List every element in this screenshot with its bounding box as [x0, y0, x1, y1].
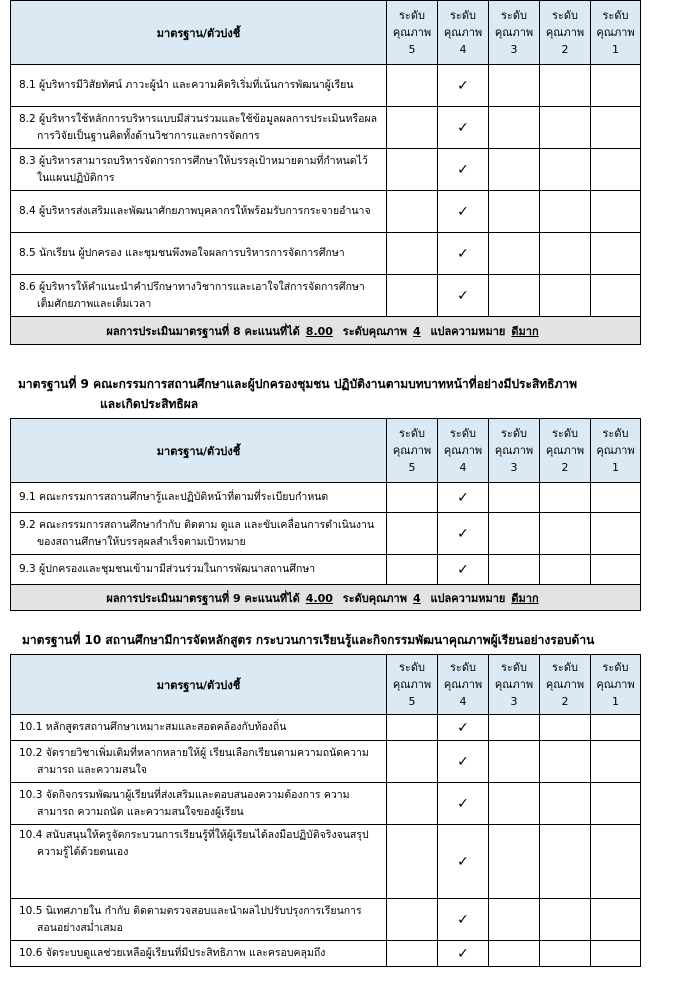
level-4-cell [438, 149, 489, 191]
standard-9-table [10, 418, 641, 611]
level-5-cell [387, 899, 438, 941]
level-3-cell [489, 233, 540, 275]
level-5-cell [387, 65, 438, 107]
level-4-cell [438, 107, 489, 149]
level-3-cell [489, 941, 540, 967]
level-4-cell [438, 555, 489, 585]
level-2-cell [540, 783, 591, 825]
level-3-header: ระดับ คุณภาพ 3 [489, 419, 540, 483]
level-5-header: ระดับ คุณภาพ 5 [387, 655, 438, 715]
level-2-header: ระดับ คุณภาพ 2 [540, 655, 591, 715]
indicator-text: 10.6 จัดระบบดูแลช่วยเหลือผู้เรียนที่มีประสิทธิภาพ และครอบคลุมถึง [11, 941, 387, 967]
indicator-row [11, 149, 641, 191]
level-5-cell [387, 191, 438, 233]
indicator-text: 9.3 ผู้ปกครองและชุมชนเข้ามามีส่วนร่วมในการพัฒนาสถานศึกษา [11, 555, 387, 585]
level-2-header: ระดับ คุณภาพ 2 [540, 419, 591, 483]
level-2-cell [540, 715, 591, 741]
level-1-header: ระดับ คุณภาพ 1 [591, 655, 641, 715]
level-2-cell [540, 513, 591, 555]
level-2-cell [540, 741, 591, 783]
level-2-cell [540, 825, 591, 899]
check-mark-icon: ✓ [457, 203, 469, 220]
check-mark-icon: ✓ [457, 753, 469, 770]
level-1-cell [591, 941, 641, 967]
standard-10-items [11, 715, 641, 967]
level-3-cell [489, 555, 540, 585]
level-3-cell [489, 783, 540, 825]
level-3-cell [489, 825, 540, 899]
indicator-row [11, 191, 641, 233]
level-4-header: ระดับ คุณภาพ 4 [438, 419, 489, 483]
level-4-header: ระดับ คุณภาพ 4 [438, 1, 489, 65]
level-2-cell [540, 275, 591, 317]
level-4-cell [438, 65, 489, 107]
level-3-cell [489, 483, 540, 513]
level-1-cell [591, 783, 641, 825]
level-3-cell [489, 715, 540, 741]
standard-10-table [10, 654, 641, 967]
level-2-cell [540, 107, 591, 149]
indicator-row [11, 899, 641, 941]
header-row [11, 655, 641, 715]
level-3-cell [489, 899, 540, 941]
level-3-cell [489, 107, 540, 149]
indicator-header: มาตรฐาน/ตัวบ่งชี้ [11, 1, 387, 65]
check-mark-icon: ✓ [457, 119, 469, 136]
check-mark-icon: ✓ [457, 161, 469, 178]
level-5-cell [387, 941, 438, 967]
level-2-cell [540, 233, 591, 275]
level-3-header: ระดับ คุณภาพ 3 [489, 655, 540, 715]
level-4-header: ระดับ คุณภาพ 4 [438, 655, 489, 715]
level-3-cell [489, 149, 540, 191]
level-1-cell [591, 715, 641, 741]
check-mark-icon: ✓ [457, 795, 469, 812]
level-5-cell [387, 825, 438, 899]
indicator-text: 8.6 ผู้บริหารให้คำแนะนำคำปรึกษาทางวิชาการและเอาใจใส่การจัดการศึกษาเต็มศักยภาพและเต็มเวลา [11, 275, 387, 317]
check-mark-icon: ✓ [457, 77, 469, 94]
level-1-cell [591, 107, 641, 149]
level-4-cell [438, 275, 489, 317]
indicator-row [11, 783, 641, 825]
indicator-text: 8.4 ผู้บริหารส่งเสริมและพัฒนาศักยภาพบุคลากรให้พร้อมรับการกระจายอำนาจ [11, 191, 387, 233]
level-1-cell [591, 899, 641, 941]
level-3-cell [489, 275, 540, 317]
standard-9-summary-row [11, 585, 641, 611]
indicator-row [11, 941, 641, 967]
level-1-header: ระดับ คุณภาพ 1 [591, 419, 641, 483]
standard-10-title: มาตรฐานที่ 10 สถานศึกษามีการจัดหลักสูตร กระบวนการเรียนรู้และกิจกรรมพัฒนาคุณภาพผู้เรียนอย่างรอบด้าน [22, 633, 595, 647]
header-row [11, 1, 641, 65]
level-5-cell [387, 555, 438, 585]
check-mark-icon: ✓ [457, 561, 469, 578]
check-mark-icon: ✓ [457, 287, 469, 304]
level-2-cell [540, 149, 591, 191]
level-3-header: ระดับ คุณภาพ 3 [489, 1, 540, 65]
indicator-header: มาตรฐาน/ตัวบ่งชี้ [11, 419, 387, 483]
level-5-cell [387, 783, 438, 825]
indicator-text: 9.2 คณะกรรมการสถานศึกษากำกับ ติดตาม ดูแล และขับเคลื่อนการดำเนินงานของสถานศึกษาให้บรรลุผลสำเร็จตามเป้าหมาย [11, 513, 387, 555]
level-4-cell [438, 941, 489, 967]
indicator-row [11, 741, 641, 783]
check-mark-icon: ✓ [457, 245, 469, 262]
indicator-text: 8.5 นักเรียน ผู้ปกครอง และชุมชนพึงพอใจผลการบริหารการจัดการศึกษา [11, 233, 387, 275]
level-5-header: ระดับ คุณภาพ 5 [387, 1, 438, 65]
level-3-cell [489, 65, 540, 107]
level-4-cell [438, 741, 489, 783]
level-5-cell [387, 715, 438, 741]
level-2-cell [540, 941, 591, 967]
header-row [11, 419, 641, 483]
indicator-text: 8.1 ผู้บริหารมีวิสัยทัศน์ ภาวะผู้นำ และความคิดริเริ่มที่เน้นการพัฒนาผู้เรียน [11, 65, 387, 107]
level-1-cell [591, 233, 641, 275]
standard-8-summary-row [11, 317, 641, 345]
level-4-cell [438, 825, 489, 899]
indicator-row [11, 513, 641, 555]
level-4-cell [438, 191, 489, 233]
indicator-row [11, 825, 641, 899]
indicator-row [11, 233, 641, 275]
level-4-cell [438, 483, 489, 513]
level-4-cell [438, 899, 489, 941]
level-2-cell [540, 483, 591, 513]
level-1-cell [591, 741, 641, 783]
standard-8-summary: ผลการประเมินมาตรฐานที่ 8 คะแนนที่ได้ 8.00 ระดับคุณภาพ 4 แปลความหมาย ดีมาก [11, 317, 641, 345]
indicator-text: 9.1 คณะกรรมการสถานศึกษารู้และปฏิบัติหน้าที่ตามที่ระเบียบกำหนด [11, 483, 387, 513]
indicator-row [11, 275, 641, 317]
level-3-cell [489, 741, 540, 783]
check-mark-icon: ✓ [457, 945, 469, 962]
level-4-cell [438, 513, 489, 555]
level-5-cell [387, 233, 438, 275]
level-1-cell [591, 513, 641, 555]
check-mark-icon: ✓ [457, 525, 469, 542]
level-1-cell [591, 275, 641, 317]
level-4-cell [438, 783, 489, 825]
check-mark-icon: ✓ [457, 853, 469, 870]
indicator-header: มาตรฐาน/ตัวบ่งชี้ [11, 655, 387, 715]
level-5-cell [387, 107, 438, 149]
indicator-row [11, 483, 641, 513]
indicator-row [11, 715, 641, 741]
level-2-header: ระดับ คุณภาพ 2 [540, 1, 591, 65]
indicator-text: 8.2 ผู้บริหารใช้หลักการบริหารแบบมีส่วนร่วมและใช้ข้อมูลผลการประเมินหรือผลการวิจัยเป็นฐานคิดทั้งด้านวิชาการและการจัดการ [11, 107, 387, 149]
indicator-row [11, 65, 641, 107]
check-mark-icon: ✓ [457, 719, 469, 736]
level-2-cell [540, 191, 591, 233]
indicator-text: 10.3 จัดกิจกรรมพัฒนาผู้เรียนที่ส่งเสริมและตอบสนองความต้องการ ความสามารถ ความถนัด และความสนใจของผู้เรียน [11, 783, 387, 825]
level-1-cell [591, 191, 641, 233]
level-5-cell [387, 513, 438, 555]
indicator-text: 8.3 ผู้บริหารสามารถบริหารจัดการการศึกษาให้บรรลุเป้าหมายตามที่กำหนดไว้ในแผนปฏิบัติการ [11, 149, 387, 191]
level-1-cell [591, 65, 641, 107]
check-mark-icon: ✓ [457, 911, 469, 928]
level-2-cell [540, 899, 591, 941]
indicator-text: 10.4 สนับสนุนให้ครูจัดกระบวนการเรียนรู้ที่ให้ผู้เรียนได้ลงมือปฏิบัติจริงจนสรุปความรู้ได้ด้วยตนเอง [11, 825, 387, 899]
level-1-cell [591, 483, 641, 513]
indicator-row [11, 555, 641, 585]
standard-8-items [11, 65, 641, 317]
level-1-cell [591, 825, 641, 899]
indicator-text: 10.5 นิเทศภายใน กำกับ ติดตามตรวจสอบและนำผลไปปรับปรุงการเรียนการสอนอย่างสม่ำเสมอ [11, 899, 387, 941]
indicator-text: 10.2 จัดรายวิชาเพิ่มเติมที่หลากหลายให้ผู้ เรียนเลือกเรียนตามความถนัดความ สามารถ และความสนใจ [11, 741, 387, 783]
level-4-cell [438, 715, 489, 741]
level-5-cell [387, 483, 438, 513]
level-2-cell [540, 555, 591, 585]
level-1-header: ระดับ คุณภาพ 1 [591, 1, 641, 65]
check-mark-icon: ✓ [457, 489, 469, 506]
level-1-cell [591, 555, 641, 585]
level-2-cell [540, 65, 591, 107]
level-1-cell [591, 149, 641, 191]
level-3-cell [489, 191, 540, 233]
standard-8-table [10, 0, 641, 345]
indicator-text: 10.1 หลักสูตรสถานศึกษาเหมาะสมและสอดคล้องกับท้องถิ่น [11, 715, 387, 741]
standard-9-title: มาตรฐานที่ 9 คณะกรรมการสถานศึกษาและผู้ปกครองชุมชน ปฏิบัติงานตามบทบาทหน้าที่อย่างมีประสิทธิภาพ และเกิดประสิทธิผล [18, 377, 578, 411]
level-4-cell [438, 233, 489, 275]
standard-9-items [11, 483, 641, 585]
level-5-cell [387, 741, 438, 783]
level-5-cell [387, 275, 438, 317]
level-5-cell [387, 149, 438, 191]
level-3-cell [489, 513, 540, 555]
level-5-header: ระดับ คุณภาพ 5 [387, 419, 438, 483]
indicator-row [11, 107, 641, 149]
standard-9-summary: ผลการประเมินมาตรฐานที่ 9 คะแนนที่ได้ 4.00 ระดับคุณภาพ 4 แปลความหมาย ดีมาก [11, 585, 641, 611]
